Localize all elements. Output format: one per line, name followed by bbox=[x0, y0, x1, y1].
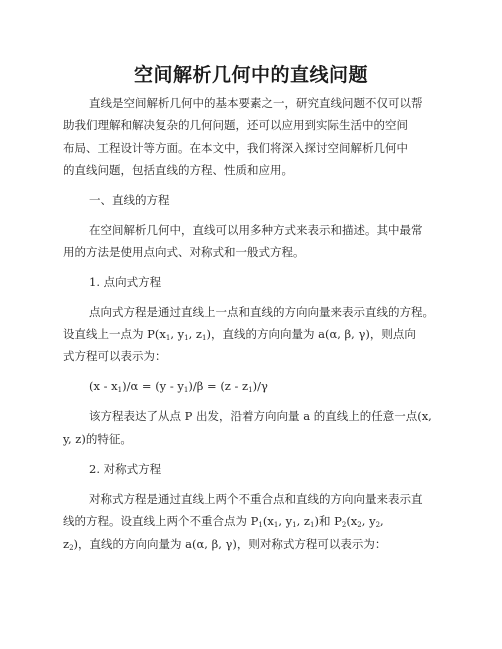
sub2-l2-f: (x bbox=[346, 514, 358, 528]
sub2-l2-b: (x bbox=[262, 514, 274, 528]
sub-1: 1 bbox=[165, 334, 171, 342]
sub2-line-2 bbox=[63, 514, 384, 532]
sub1-line-2-c: , z bbox=[188, 327, 202, 341]
section1-heading: 一、直线的方程 bbox=[89, 193, 170, 207]
sub1-line-1: 点向式方程是通过直线上一点和直线的方向向量来表示直线的方程。 bbox=[89, 305, 434, 319]
sub2-y2-sub: 2 bbox=[375, 521, 381, 529]
sub2-l2-d: , z bbox=[296, 514, 310, 528]
sub2-p2-sub: 2 bbox=[341, 521, 347, 529]
sub1-after-line-2: y, z)的特征。 bbox=[63, 432, 132, 446]
intro-line-1: 直线是空间解析几何中的基本要素之一，研究直线问题不仅可以帮 bbox=[89, 96, 423, 110]
eq-part-d: )/γ bbox=[252, 379, 268, 393]
sub1-line-3: 式方程可以表示为： bbox=[63, 349, 167, 363]
sub1-heading: 1. 点向式方程 bbox=[89, 275, 162, 289]
equation-line bbox=[89, 379, 268, 397]
eq-part-b: )/α = (y - y bbox=[122, 379, 184, 393]
intro-line-3: 布局、工程设计等方面。在本文中，我们将深入探讨空间解析几何中 bbox=[63, 141, 408, 155]
eq-part-a: (x - x bbox=[89, 379, 118, 393]
sub2-y1-sub: 1 bbox=[292, 521, 297, 529]
sub2-l2-h: , bbox=[380, 514, 384, 528]
sub1-line-2-a: 设直线上一点为 P(x bbox=[63, 327, 166, 341]
sub2-z1-sub: 1 bbox=[309, 521, 315, 529]
section1-line-1: 在空间解析几何中，直线可以用多种方式来表示和描述。其中最常 bbox=[89, 223, 423, 237]
intro-line-4: 的直线问题，包括直线的方程、性质和应用。 bbox=[63, 163, 293, 177]
sub2-x1-sub: 1 bbox=[273, 521, 279, 529]
sub2-l2-g: , y bbox=[361, 514, 376, 528]
intro-line-2: 助我们理解和解决复杂的几何问题，还可以应用到实际生活中的空间 bbox=[63, 118, 408, 132]
sub2-line-3 bbox=[63, 537, 386, 555]
sub1-line-2 bbox=[63, 327, 416, 345]
sub2-l3-b: )，直线的方向向量为 a(α, β, γ)，则对称式方程可以表示为： bbox=[73, 537, 387, 551]
document-title: 空间解析几何中的直线问题 bbox=[133, 64, 368, 86]
sub2-line-1: 对称式方程是通过直线上两个不重合点和直线的方向向量来表示直 bbox=[89, 492, 423, 506]
sub2-heading: 2. 对称式方程 bbox=[89, 462, 162, 476]
sub-3: 1 bbox=[202, 334, 207, 342]
eq-part-c: )/β = (z - z bbox=[188, 379, 249, 393]
sub2-x2-sub: 2 bbox=[357, 521, 362, 529]
sub2-l2-c: , y bbox=[278, 514, 293, 528]
sub2-l2-e: )和 P bbox=[314, 514, 342, 528]
eq-sub-a: 1 bbox=[117, 386, 123, 394]
sub2-z2-sub: 2 bbox=[69, 544, 74, 552]
sub1-line-2-b: , y bbox=[170, 327, 185, 341]
sub2-l2-a: 线的方程。设直线上两个不重合点为 P bbox=[63, 514, 259, 528]
eq-sub-b: 1 bbox=[183, 386, 189, 394]
sub1-line-2-d: )，直线的方向向量为 a(α, β, γ)，则点向 bbox=[206, 327, 416, 341]
eq-sub-c: 1 bbox=[248, 386, 253, 394]
section1-line-2: 用的方法是使用点向式、对称式和一般式方程。 bbox=[63, 245, 305, 259]
sub2-l3-a: z bbox=[63, 537, 70, 551]
sub-2: 1 bbox=[184, 334, 189, 342]
sub2-p1-sub: 1 bbox=[258, 521, 263, 529]
sub1-after-line-1: 该方程表达了从点 P 出发，沿着方向向量 a 的直线上的任意一点(x, bbox=[89, 409, 432, 423]
